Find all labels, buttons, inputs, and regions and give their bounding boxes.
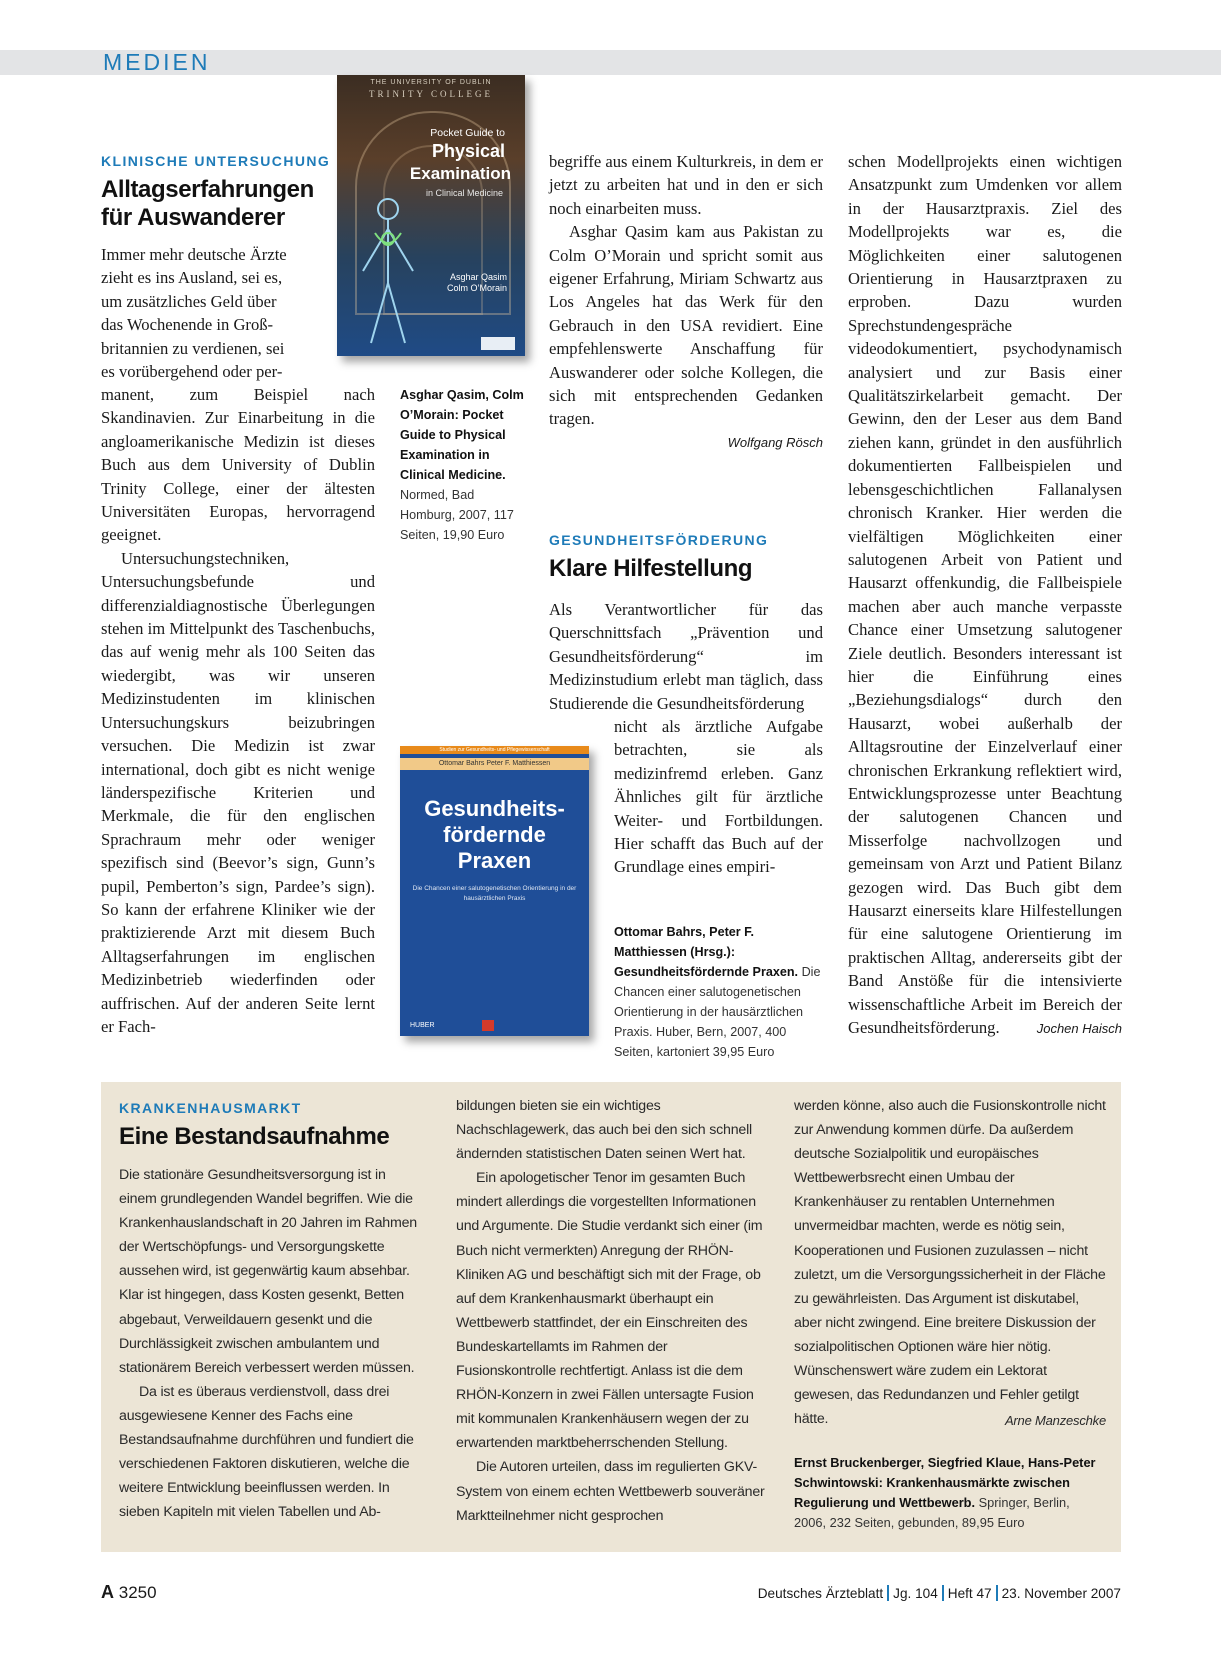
text-line: um zusätzliches Geld über <box>101 291 277 311</box>
paragraph: Als Verantwortlicher für das Querschnittsfach „Prävention und Gesundheitsförderung“ im Medizinstudium erlebt man täglich, dass Studierende die Gesundheitsförderung <box>549 600 823 713</box>
paragraph: Die Autoren urteilen, dass im regulierten GKV-System von einem echten Wettbewerb souveräner Marktteilnehmer nicht gesprochen <box>456 1459 765 1524</box>
divider <box>942 1585 944 1601</box>
paragraph: Da ist es überaus verdienstvoll, dass drei ausgewiesene Kenner des Fachs eine Bestandsaufnahme durchführen und fundiert die verschiedenen Faktoren diskutieren, welche die weitere Entwicklung beeinflussen werden. In sieben Kapiteln mit vielen Tabellen und Ab- <box>119 1383 414 1521</box>
article2-author: Jochen Haisch <box>1036 1021 1122 1037</box>
cover-subtitle: in Clinical Medicine <box>425 188 503 198</box>
caption-title: Ernst Bruckenberger, Siegfried Klaue, Hans-Peter Schwintowski: Krankenhausmärkte zwischen Regulierung und Wettbewerb. <box>794 1455 1096 1510</box>
journal-volume: Jg. 104 <box>893 1586 938 1601</box>
text-line: Immer mehr deutsche Ärzte <box>101 245 287 264</box>
journal-footer <box>758 1585 1121 1601</box>
section-label: MEDIEN <box>103 49 211 75</box>
article2-col2-top <box>549 598 823 715</box>
paragraph: Die stationäre Gesundheitsversorgung ist in einem grundlegenden Wandel begriffen. Wie die Krankenhauslandschaft in 20 Jahren im Rahmen der Wertschöpfungs- und Versorgungskette aussehen wird, ist gegenwärtig kaum absehbar. Klar ist hingegen, dass Kosten gesenkt, Betten abgebaut, Verweildauern gesenkt und die Durchlässigkeit zwischen ambulantem und stationärem Bereich verbessert werden müssen. <box>119 1167 417 1376</box>
caption-title: Asghar Qasim, Colm O’Morain: Pocket Guide to Physical Examination in Clinical Medicine. <box>400 388 524 482</box>
caption-details: Die Chancen einer salutogenetischen Orientierung in der hausärztlichen Praxis. Huber, Bern, 2007, 400 Seiten, kartoniert 39,95 Euro <box>614 965 821 1059</box>
journal-issue: Heft 47 <box>947 1586 992 1601</box>
article1-col2 <box>549 150 823 454</box>
book-cover-pocket-guide <box>337 75 525 356</box>
cover-title-1: Physical <box>431 141 505 161</box>
paragraph: Ein apologetischer Tenor im gesamten Buch mindert allerdings die vorgestellten Informationen und Argumente. Die Studie verdankt sich einer (im Buch nicht vermerkten) Anregung der RHÖN-Kliniken AG und beschäftigt sich mit der Frage, ob auf dem Krankenhausmarkt überhaupt ein Wettbewerb stattfindet, der ein Einschreiten des Bundeskartellamts im Rahmen der Fusionskontrolle rechtfertigt. Anlass ist die dem RHÖN-Konzern in zwei Fällen untersagte Fusion mit kommunalen Krankenhäusern wegen der zu erwartenden marktbeherrschenden Stellung. <box>456 1170 763 1452</box>
article3-caption <box>794 1453 1104 1533</box>
page-number <box>101 1582 157 1603</box>
paragraph: werden könne, also auch die Fusionskontrolle nicht zur Anwendung kommen dürfe. Da außerdem deutsche Sozialpolitik und europäisches Wettbewerbsrecht einen Umbau der Krankenhäuser zu rentablen Unternehmen unvermeidbar machten, werde es nötig sein, Kooperationen und Fusionen zuzulassen – nicht zuletzt, um die Versorgungssicherheit in der Fläche zu gewährleisten. Das Argument ist diskutabel, aber nicht zwingend. Eine breitere Diskussion der sozialpolitischen Optionen wäre hier nötig. Wünschenswert wäre zudem ein Lektorat gewesen, das Redundanzen und Fehler getilgt hätte. <box>794 1098 1106 1428</box>
page-prefix: A <box>101 1582 114 1602</box>
text-line: zieht es ins Ausland, sei es, <box>101 268 283 288</box>
paragraph: Untersuchungstechniken, Untersuchungsbefunde und differenzialdiagnostische Überlegungen stehen im Mittelpunkt des Taschenbuchs, das auf wenig mehr als 100 Seiten das wiedergibt, was wir unseren Medizinstudenten im klinischen Untersuchungskurs beizubringen versuchen. Die Medizin ist zwar international, doch gibt es nicht wenige länderspezifische Kriterien und Merkmale, die für den englischen Sprachraum mehr oder weniger spezifisch sind (Beevor’s sign, Gunn’s pupil, Pemberton’s sign, Pardee’s sign). So kann der erfahrene Kliniker wie der praktizierende Arzt mit diesem Buch Alltagserfahrungen im englischen Medizinbetrieb wiederfinden oder auffrischen. Auf der anderen Seite lernt er Fach- <box>101 548 375 1036</box>
cover-title-2: fördernde <box>443 822 546 847</box>
page-number-value: 3250 <box>118 1583 157 1602</box>
article2-caption <box>614 922 826 1062</box>
article1-col1-lines <box>101 243 319 383</box>
publisher-logo <box>481 337 515 350</box>
cover-title-2: Examination <box>409 164 511 183</box>
cover-series: Studien zur Gesundheits- und Pflegewissenschaft <box>439 747 550 753</box>
article1-headline: Alltagserfahrungen für Auswanderer <box>101 176 314 231</box>
cover-editors: Ottomar Bahrs Peter F. Matthiessen <box>400 758 589 770</box>
human-figure-icon <box>345 193 431 353</box>
article2-col3 <box>848 150 1122 1041</box>
publisher-logo <box>482 1020 494 1031</box>
article1-caption <box>400 385 532 545</box>
article3-col1 <box>119 1163 425 1524</box>
cover-title-3: Praxen <box>457 848 532 873</box>
paragraph: manent, zum Beispiel nach Skandinavien. Zur Einarbeitung in die angloamerikanische Medizin ist dieses Buch aus dem University of Dublin Trinity College, einer der ältesten Universitäten Europas, hervorragend geeignet. <box>101 385 375 545</box>
article2-kicker: GESUNDHEITSFÖRDERUNG <box>549 532 769 548</box>
paragraph: nicht als ärztliche Aufgabe betrachten, sie als medizinfremd erleben. Ganz Ähnliches gilt für ärztliche Weiter- und Fortbildungen. Hier schafft das Buch auf der Grundlage eines empiri- <box>614 717 823 877</box>
cover-authors <box>447 272 507 294</box>
caption-details: Springer, Berlin, 2006, 232 Seiten, gebunden, 89,95 Euro <box>794 1495 1070 1530</box>
journal-date: 23. November 2007 <box>1001 1586 1121 1601</box>
cover-university: THE UNIVERSITY OF DUBLIN <box>370 79 492 86</box>
cover-college: TRINITY COLLEGE <box>369 89 493 99</box>
text-line: das Wochenende in Groß- <box>101 315 274 335</box>
divider <box>887 1585 889 1601</box>
article1-author: Wolfgang Rösch <box>727 434 823 450</box>
article2-headline: Klare Hilfestellung <box>549 555 753 582</box>
article3-kicker: KRANKENHAUSMARKT <box>119 1100 302 1116</box>
article3-headline: Eine Bestandsaufnahme <box>119 1123 390 1150</box>
text-line: es vorübergehend oder per- <box>101 362 283 382</box>
paragraph: Asghar Qasim kam aus Pakistan zu Colm O’Morain und spricht somit aus eigener Erfahrung, Miriam Schwartz aus Los Angeles hat das Werk für den Gebrauch in den USA revidiert. Eine empfehlenswerte Anschaffung für Auswanderer oder solche Kollegen, die sich mit entsprechenden Gedanken tragen. <box>549 222 823 429</box>
article2-col2-narrow <box>614 715 823 879</box>
caption-details: Normed, Bad Homburg, 2007, 117 Seiten, 19,90 Euro <box>400 488 514 542</box>
article3-author: Arne Manzeschke <box>1004 1413 1106 1429</box>
article1-kicker: KLINISCHE UNTERSUCHUNG <box>101 153 331 169</box>
article3-col2 <box>456 1094 768 1528</box>
article1-col1-body <box>101 383 375 1038</box>
divider <box>996 1585 998 1601</box>
cover-pocket: Pocket Guide to <box>430 127 505 139</box>
book-cover-gesundheitsfoerdernde-praxen <box>400 746 589 1036</box>
cover-title-1: Gesundheits- <box>424 796 565 821</box>
caption-title: Ottomar Bahrs, Peter F. Matthiessen (Hrsg.): Gesundheitsfördernde Praxen. <box>614 925 799 979</box>
article3-col3 <box>794 1094 1106 1433</box>
journal-name: Deutsches Ärzteblatt <box>757 1586 884 1601</box>
cover-author: Asghar Qasim <box>449 272 507 282</box>
paragraph: bildungen bieten sie ein wichtiges Nachschlagewerk, das auch bei den sich schnell ändernden statistischen Daten seinen Wert hat. <box>456 1098 753 1163</box>
cover-subtitle: Die Chancen einer salutogenetischen Orientierung in der hausärztlichen Praxis <box>412 885 577 902</box>
paragraph: schen Modellprojekts einen wichtigen Ansatzpunkt zum Umdenken vor allem in der Hausarztpraxis. Ziel des Modellprojekts war es, die Möglichkeiten einer salutogenen Orientierung in Hausarztpraxen zu erproben. Dazu wurden Sprechstundengespräche videodokumentiert, psychodynamisch analysiert und zur Basis einer Qualitätszirkelarbeit gemacht. Der Gewinn, den der Leser aus dem Band ziehen kann, gründet in den ausführlich dokumentierten Fallbeispielen und lebensgeschichtlichen Fallanalysen chronisch Kranker. Hier werden die vielfältigen Möglichkeiten einer salutogenen Arbeit von Patient und Hausarzt offenkundig, die Fallbeispiele machen aber auch manche verpasste Chance einer Umsetzung salutogener Ziele deutlich. Besonders interessant ist hier die Einführung eines „Beziehungsdialogs“ durch den Hausarzt, wobei außerhalb der Alltagsroutine der Einzelverlauf einer chronischen Erkrankung reflektiert wird, Entwicklungsprozesse unter Beachtung der salutogenen Chancen und Misserfolge nachvollzogen und gemeinsam von Arzt und Patient Bilanz gezogen wird. Das Buch gibt dem Hausarzt einerseits klare Hilfestellungen für eine salutogene Orientierung im praktischen Alltag, andererseits gibt der Band Anstöße für die intensivierte wissenschaftliche Arbeit im Bereich der Gesundheitsförderung. <box>848 152 1122 1038</box>
cover-author: Colm O’Morain <box>446 283 507 293</box>
text-line: britannien zu verdienen, sei <box>101 338 285 358</box>
cover-publisher: HUBER <box>410 1022 435 1029</box>
paragraph: begriffe aus einem Kulturkreis, in dem er jetzt zu arbeiten hat und in den er sich noch einarbeiten muss. <box>549 152 823 218</box>
